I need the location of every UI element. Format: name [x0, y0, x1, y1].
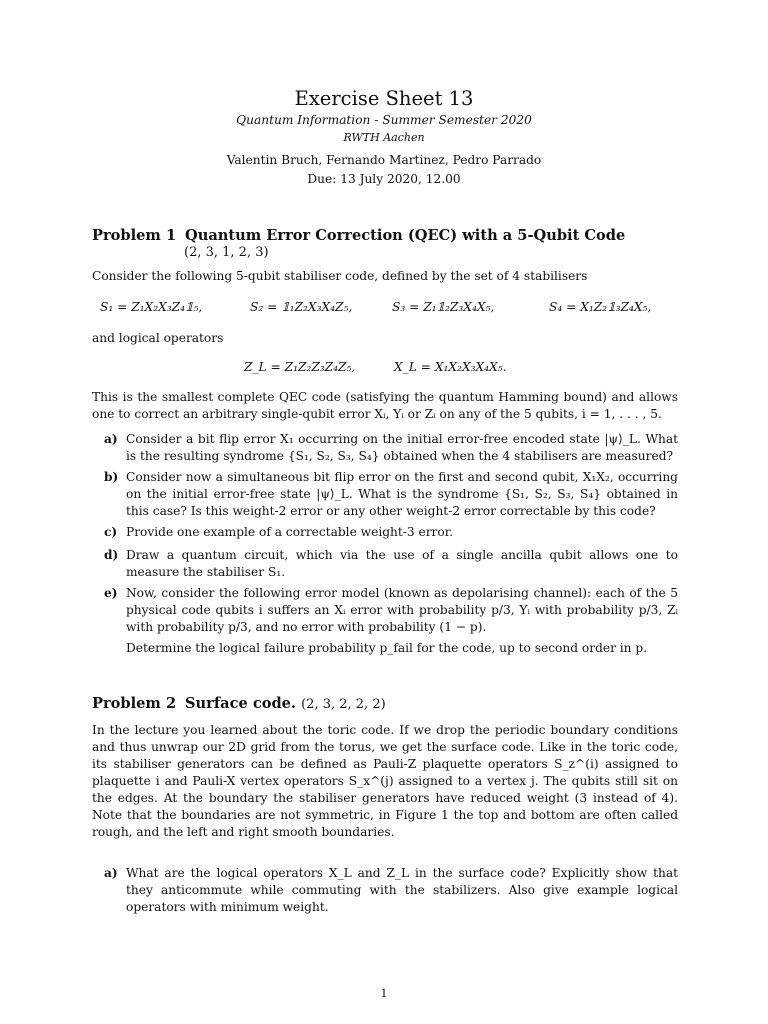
- stabiliser-s1: S₁ = Z₁X₂X₃Z₄𝟙₅,: [100, 300, 203, 314]
- university: RWTH Aachen: [343, 131, 425, 144]
- item-label: a): [104, 432, 118, 446]
- item-text: Draw a quantum circuit, which via the use of a single ancilla qubit allows one to measure the stabiliser S₁.: [126, 548, 678, 579]
- stabiliser-s2: S₂ = 𝟙₁Z₂X₃X₄Z₅,: [250, 300, 353, 314]
- logical-x: X_L = X₁X₂X₃X₄X₅.: [394, 360, 507, 374]
- problem2-points: (2, 3, 2, 2, 2): [301, 697, 386, 712]
- problem2-title: Surface code.: [185, 695, 297, 712]
- item-text: What are the logical operators X_L and Z_L in the surface code? Explicitly show that they anticommute while commuting with the stabilizers. Also give example logical operators with minimum weight.: [126, 866, 678, 914]
- problem1-title: Quantum Error Correction (QEC) with a 5-Qubit Code: [185, 227, 626, 244]
- item-text: Consider now a simultaneous bit flip error on the first and second qubit, X₁X₂, occurring on the initial error-free state |ψ⟩_L. What is the syndrome {S₁, S₂, S₃, S₄} obtained in this case? Is this weight-2 error or any other weight-2 error correctable by this code?: [126, 470, 678, 518]
- stabiliser-s3: S₃ = Z₁𝟙₂Z₃X₄X₅,: [392, 300, 495, 314]
- problem1-description: This is the smallest complete QEC code (satisfying the quantum Hamming bound) and allows one to correct an arbitrary single-qubit error Xᵢ, Yᵢ or Zᵢ on any of the 5 qubits, i = 1, . . . , 5.: [92, 390, 678, 421]
- problem1-number: Problem 1: [92, 227, 177, 244]
- item-label: c): [104, 525, 118, 539]
- authors: Valentin Bruch, Fernando Martinez, Pedro Parrado: [226, 153, 542, 167]
- item-text: Provide one example of a correctable weight-3 error.: [126, 525, 454, 539]
- sheet-title: Exercise Sheet 13: [294, 87, 474, 110]
- problem1-points: (2, 3, 1, 2, 3): [184, 245, 269, 260]
- item-label: a): [104, 866, 118, 880]
- item-text: Determine the logical failure probability p_fail for the code, up to second order in p.: [126, 641, 648, 655]
- item-label: d): [104, 548, 119, 562]
- stabiliser-s4: S₄ = X₁Z₂𝟙₃Z₄X₅,: [549, 300, 652, 314]
- item-text: Now, consider the following error model (known as depolarising channel): each of the 5 physical code qubits i suffers an Xᵢ error with probability p/3, Yᵢ with probability p/3, Zᵢ with probability p/3, and no error with probability (1 − p).: [126, 586, 678, 634]
- problem2-number: Problem 2: [92, 695, 177, 712]
- logical-z: Z_L = Z₁Z₂Z₃Z₄Z₅,: [244, 360, 356, 374]
- item-text: Consider a bit flip error X₁ occurring on the initial error-free encoded state |ψ⟩_L. What is the resulting syndrome {S₁, S₂, S₃, S₄} obtained when the 4 stabilisers are measured?: [126, 432, 678, 463]
- due-date: Due: 13 July 2020, 12.00: [307, 172, 461, 186]
- item-label: b): [104, 470, 119, 484]
- problem1-intro: Consider the following 5-qubit stabiliser code, defined by the set of 4 stabilisers: [92, 269, 588, 283]
- page-number: 1: [380, 987, 388, 1000]
- logical-intro: and logical operators: [92, 331, 224, 345]
- problem2-heading: [92, 694, 386, 714]
- problem1-heading: [92, 226, 625, 245]
- item-label: e): [104, 586, 118, 600]
- problem2-description: In the lecture you learned about the toric code. If we drop the periodic boundary conditions and thus unwrap our 2D grid from the torus, we get the surface code. Like in the toric code, its stabiliser generators can be defined as Pauli-Z plaquette operators S_z^(i) assigned to plaquette i and Pauli-X vertex operators S_x^(j) assigned to a vertex j. The qubits still sit on the edges. At the boundary the stabiliser generators have reduced weight (3 instead of 4). Note that the boundaries are not symmetric, in Figure 1 the top and bottom are often called rough, and the left and right smooth boundaries.: [92, 723, 678, 839]
- course-name: Quantum Information - Summer Semester 2020: [236, 113, 532, 127]
